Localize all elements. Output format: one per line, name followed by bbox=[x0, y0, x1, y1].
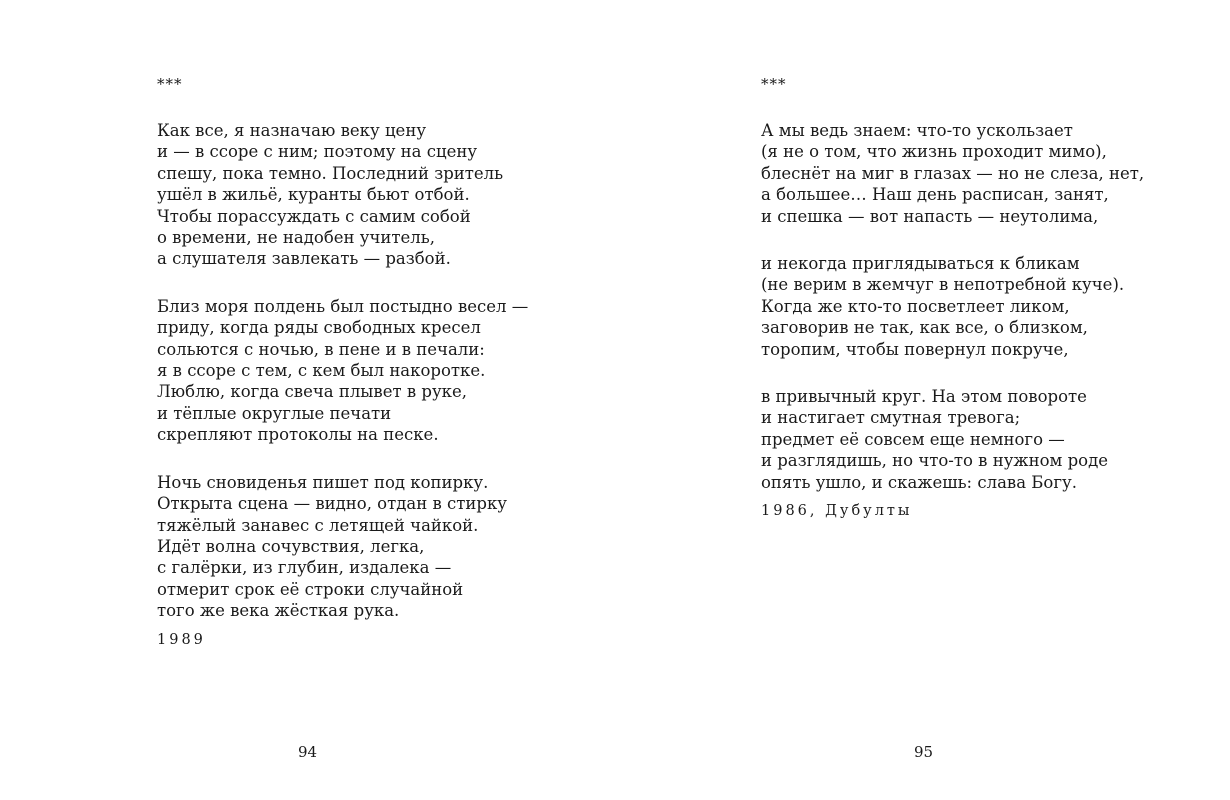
poem-header-asterisks: *** bbox=[761, 75, 787, 93]
poem-line: (не верим в жемчуг в непотребной куче). bbox=[761, 275, 1125, 295]
poem-line: того же века жёсткая рука. bbox=[157, 601, 400, 621]
poem-date: 1986, Дубулты bbox=[761, 503, 913, 520]
poem-line: торопим, чтобы повернул покруче, bbox=[761, 339, 1069, 359]
poem-line: Когда же кто-то посветлеет ликом, bbox=[761, 296, 1070, 316]
poem-line: и спешка — вот напасть — неутолима, bbox=[761, 206, 1099, 226]
stanza bbox=[761, 253, 1144, 360]
poem-line: Ночь сновиденья пишет под копирку. bbox=[157, 472, 489, 492]
poem-line: и тёплые округлые печати bbox=[157, 403, 392, 423]
poem-line: (я не о том, что жизнь проходит мимо), bbox=[761, 142, 1107, 162]
right-page bbox=[615, 0, 1230, 800]
poem-left bbox=[157, 72, 528, 650]
poem-line: предмет её совсем еще немного — bbox=[761, 429, 1065, 449]
poem-line: приду, когда ряды свободных кресел bbox=[157, 318, 481, 338]
poem-line: и разглядишь, но что-то в нужном роде bbox=[761, 451, 1109, 471]
poem-line: Близ моря полдень был постыдно весел — bbox=[157, 296, 529, 316]
poem-line: А мы ведь знаем: что-то ускользает bbox=[761, 121, 1073, 140]
page-number: 94 bbox=[298, 743, 318, 761]
poem-line: отмерит срок её строки случайной bbox=[157, 579, 464, 599]
poem-line: скрепляют протоколы на песке. bbox=[157, 425, 439, 445]
poem-right bbox=[761, 72, 1144, 521]
poem-line: Идёт волна сочувствия, легка, bbox=[157, 536, 425, 556]
poem-header-asterisks: *** bbox=[157, 75, 183, 93]
poem-line: блеснёт на миг в глазах — но не слеза, нет, bbox=[761, 163, 1145, 183]
poem-line: тяжёлый занавес с летящей чайкой. bbox=[157, 515, 479, 535]
poem-date: 1989 bbox=[157, 631, 206, 648]
poem-line: в привычный круг. На этом повороте bbox=[761, 387, 1087, 407]
stanza bbox=[761, 386, 1144, 493]
poem-line: спешу, пока темно. Последний зритель bbox=[157, 163, 504, 183]
stanza bbox=[157, 472, 528, 622]
poem-line: Чтобы порассуждать с самим собой bbox=[157, 206, 471, 226]
poem-line: заговорив не так, как все, о близком, bbox=[761, 318, 1088, 338]
stanza bbox=[157, 296, 528, 446]
poem-line: и некогда приглядываться к бликам bbox=[761, 254, 1080, 274]
poem-line: Открыта сцена — видно, отдан в стирку bbox=[157, 494, 507, 514]
poem-line: я в ссоре с тем, с кем был накоротке. bbox=[157, 361, 486, 381]
poem-line: и — в ссоре с ним; поэтому на сцену bbox=[157, 142, 478, 162]
poem-line: а большее… Наш день расписан, занят, bbox=[761, 185, 1109, 205]
poem-line: ушёл в жильё, куранты бьют отбой. bbox=[157, 185, 470, 205]
stanza bbox=[761, 120, 1144, 227]
poem-line: опять ушло, и скажешь: слава Богу. bbox=[761, 472, 1077, 492]
poem-line: сольются с ночью, в пене и в печали: bbox=[157, 339, 485, 359]
poem-line: а слушателя завлекать — разбой. bbox=[157, 249, 451, 269]
poem-line: с галёрки, из глубин, издалека — bbox=[157, 558, 452, 578]
poem-line: Люблю, когда свеча плывет в руке, bbox=[157, 382, 467, 402]
poem-line: Как все, я назначаю веку цену bbox=[157, 121, 427, 140]
page-number: 95 bbox=[914, 743, 934, 761]
poem-line: и настигает смутная тревога; bbox=[761, 408, 1021, 428]
stanza bbox=[157, 120, 528, 270]
poem-line: о времени, не надобен учитель, bbox=[157, 228, 435, 248]
